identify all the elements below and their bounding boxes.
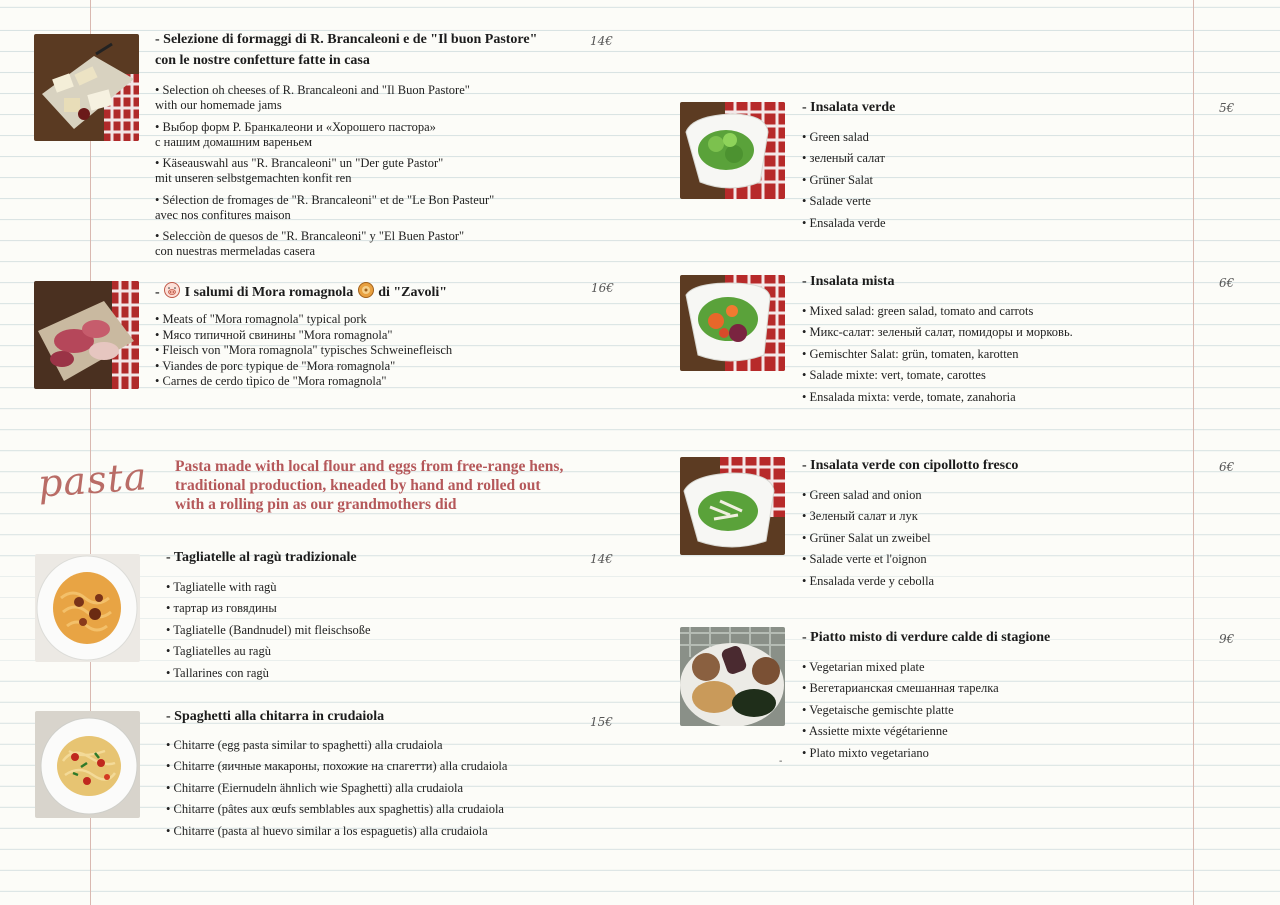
onion-salad-photo [680, 457, 785, 555]
onion-salad-title: - Insalata verde con cipollotto fresco [802, 458, 1019, 473]
list-item: • Ensalada mixta: verde, tomate, zanahoria [802, 387, 1073, 408]
list-item: • Вегетарианская смешанная тарелка [802, 678, 999, 699]
cheese-price: 14€ [590, 34, 613, 48]
list-item: • Vegetarian mixed plate [802, 657, 999, 678]
spaghetti-price: 15€ [590, 715, 613, 729]
list-item: • Selection oh cheeses of R. Brancaleoni and "Il Buon Pastore" with our homemade jams [155, 83, 494, 113]
mixed-salad-title: - Insalata mista [802, 274, 895, 289]
vegetable-plate-title: - Piatto misto di verdure calde di stagione [802, 630, 1051, 645]
salumi-translations [155, 312, 452, 390]
onion-salad-price: 6€ [1219, 460, 1235, 474]
tagliatelle-translations [166, 577, 371, 684]
list-item: • Chitarre (pasta al huevo similar a los espaguetis) alla crudaiola [166, 821, 507, 842]
list-item: • Tallarines con ragù [166, 663, 371, 684]
list-item: • Tagliatelle (Bandnudel) mit fleischsoße [166, 620, 371, 641]
list-item: • Зеленый салат и лук [802, 506, 934, 527]
cheese-title: - Selezione di formaggi di R. Brancaleoni e de "Il buon Pastore" [155, 32, 538, 47]
margin-line-right [1193, 0, 1194, 905]
list-item: • Viandes de porc typique de "Mora romagnola" [155, 359, 452, 375]
cheese-title-line2: con le nostre confetture fatte in casa [155, 53, 370, 68]
sausage-icon [357, 281, 375, 304]
list-item: • Vegetaische gemischte platte [802, 700, 999, 721]
green-salad-price: 5€ [1219, 101, 1235, 115]
vegetable-plate-price: 9€ [1219, 632, 1235, 646]
list-item: • Chitarre (яичные макароны, похожие на спагетти) alla crudaiola [166, 756, 507, 777]
pasta-description: Pasta made with local flour and eggs from free-range hens, traditional production, kneaded by hand and rolled out with a rolling pin as our grandmothers did [175, 458, 564, 513]
list-item: • Assiette mixte végétarienne [802, 721, 999, 742]
stray-dash: - [779, 756, 783, 767]
list-item: • Carnes de cerdo tìpico de "Mora romagnola" [155, 374, 452, 390]
cheese-translations [155, 83, 494, 266]
spaghetti-title: - Spaghetti alla chitarra in crudaiola [166, 709, 385, 724]
cheese-photo [34, 34, 139, 141]
green-salad-translations [802, 127, 886, 234]
salumi-title-dash: - [155, 285, 164, 300]
list-item: • Green salad [802, 127, 886, 148]
list-item: • Fleisch von "Mora romagnola" typisches Schweinefleisch [155, 343, 452, 359]
list-item: • Käseauswahl aus "R. Brancaleoni" un "Der gute Pastor" mit unseren selbstgemachten konfit ren [155, 156, 494, 186]
onion-salad-translations [802, 485, 934, 592]
list-item: • Выбор форм Р. Бранкалеони и «Хорошего пастора» с нашим домашним вареньем [155, 120, 494, 150]
list-item: • Selecciòn de quesos de "R. Brancaleoni" y "El Buen Pastor" con nuestras mermeladas casera [155, 229, 494, 259]
mixed-salad-photo [680, 275, 785, 371]
list-item: • Ensalada verde [802, 213, 886, 234]
mixed-salad-price: 6€ [1219, 276, 1235, 290]
list-item: • Plato mixto vegetariano [802, 743, 999, 764]
list-item: • Salade verte [802, 191, 886, 212]
list-item: • Chitarre (pâtes aux œufs semblables aux spaghettis) alla crudaiola [166, 799, 507, 820]
list-item: • Chitarre (egg pasta similar to spaghetti) alla crudaiola [166, 735, 507, 756]
spaghetti-translations [166, 735, 507, 842]
list-item: • зеленый салат [802, 148, 886, 169]
list-item: • Chitarre (Eiernudeln ähnlich wie Spaghetti) alla crudaiola [166, 778, 507, 799]
salumi-photo [34, 281, 139, 389]
mixed-salad-translations [802, 301, 1073, 408]
salumi-title-producer: di "Zavoli" [378, 285, 448, 300]
list-item: • Meats of "Mora romagnola" typical pork [155, 312, 452, 328]
list-item: • Salade verte et l'oignon [802, 549, 934, 570]
list-item: • Tagliatelles au ragù [166, 641, 371, 662]
pig-icon [163, 281, 181, 304]
list-item: • Mixed salad: green salad, tomato and carrots [802, 301, 1073, 322]
list-item: • Green salad and onion [802, 485, 934, 506]
list-item: • тартар из говядины [166, 598, 371, 619]
list-item: • Микс-салат: зеленый салат, помидоры и морковь. [802, 322, 1073, 343]
list-item: • Tagliatelle with ragù [166, 577, 371, 598]
green-salad-photo [680, 102, 785, 199]
green-salad-title: - Insalata verde [802, 100, 896, 115]
tagliatelle-price: 14€ [590, 552, 613, 566]
spaghetti-photo [35, 711, 140, 818]
salumi-price: 16€ [591, 281, 614, 295]
list-item: • Ensalada verde y cebolla [802, 571, 934, 592]
vegetable-plate-translations [802, 657, 999, 764]
list-item: • Grüner Salat un zweibel [802, 528, 934, 549]
list-item: • Salade mixte: vert, tomate, carottes [802, 365, 1073, 386]
salumi-title-main: I salumi di Mora romagnola [184, 285, 357, 300]
list-item: • Sélection de fromages de "R. Brancaleoni" et de "Le Bon Pasteur" avec nos confitures maison [155, 193, 494, 223]
salumi-title [155, 281, 447, 304]
tagliatelle-title: - Tagliatelle al ragù tradizionale [166, 550, 357, 565]
list-item: • Gemischter Salat: grün, tomaten, karotten [802, 344, 1073, 365]
pasta-section-heading: pasta [36, 454, 149, 506]
list-item: • Grüner Salat [802, 170, 886, 191]
vegetable-plate-photo [680, 627, 785, 726]
tagliatelle-photo [35, 554, 140, 662]
list-item: • Мясо типичной свинины "Mora romagnola" [155, 328, 452, 344]
